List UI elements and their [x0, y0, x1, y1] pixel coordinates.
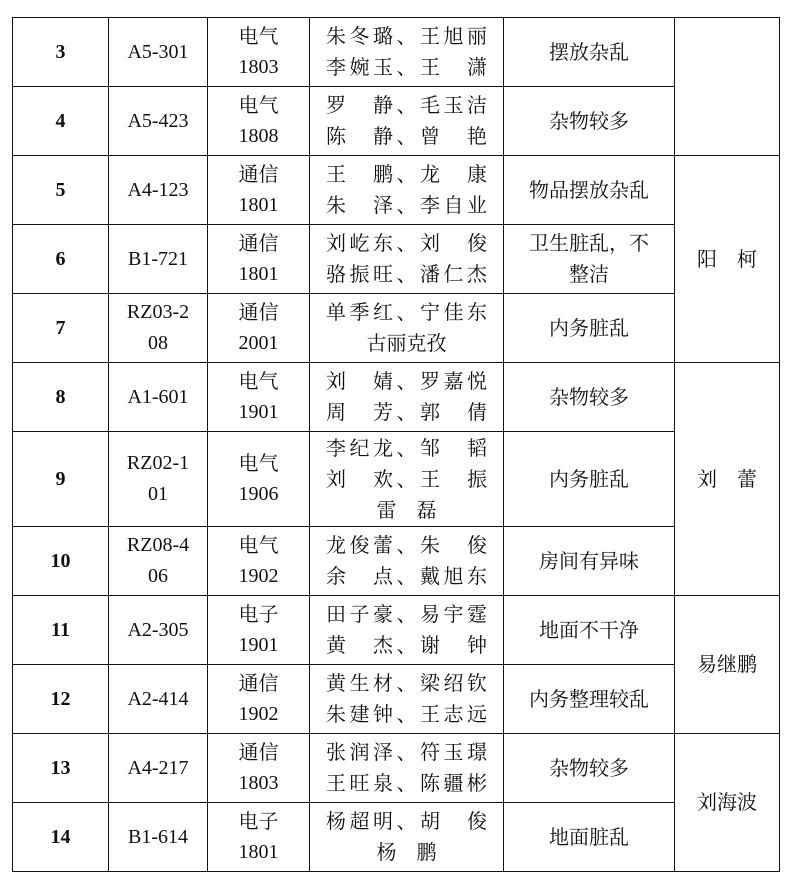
class-code: 1901 — [238, 634, 279, 656]
cell-line: 地面脏乱 — [549, 824, 629, 849]
class-cell — [208, 225, 310, 294]
cell-line: 摆放杂乱 — [549, 39, 629, 64]
cell-line: 李婉玉、王 潇 — [326, 55, 487, 79]
table-body — [13, 18, 780, 872]
issue-cell — [504, 18, 675, 87]
cell-line: 王 鹏、龙 康 — [326, 162, 487, 186]
cell-line: 房间有异味 — [539, 548, 639, 573]
table-row — [13, 294, 780, 363]
table-row — [13, 156, 780, 225]
class-cell — [208, 596, 310, 665]
table-row — [13, 596, 780, 665]
table-row — [13, 432, 780, 527]
class-cell — [208, 665, 310, 734]
room-cell — [109, 734, 208, 803]
table-row — [13, 665, 780, 734]
cell-line: 黄生材、梁绍钦 — [326, 671, 487, 695]
cell-line: 06 — [148, 565, 168, 587]
major-name: 通信 — [238, 671, 279, 695]
major-name: 电子 — [238, 602, 279, 626]
room-cell — [109, 294, 208, 363]
class-code: 1906 — [238, 483, 279, 505]
row-number-cell — [13, 225, 109, 294]
cell-line: B1-721 — [128, 247, 188, 270]
class-code: 1808 — [238, 125, 279, 147]
class-cell — [208, 803, 310, 872]
cell-line: 朱 泽、李自业 — [326, 193, 487, 217]
class-code: 1801 — [238, 194, 279, 216]
cell-line: 罗 静、毛玉洁 — [326, 93, 487, 117]
room-cell — [109, 665, 208, 734]
row-number-cell — [13, 18, 109, 87]
class-cell — [208, 363, 310, 432]
issue-cell — [504, 225, 675, 294]
row-number-cell — [13, 665, 109, 734]
cell-line: 01 — [148, 483, 168, 505]
table-row — [13, 225, 780, 294]
resident-names-cell — [310, 87, 504, 156]
row-number: 5 — [55, 178, 66, 201]
class-cell — [208, 87, 310, 156]
cell-line: 整洁 — [569, 262, 609, 286]
resident-names-cell — [310, 596, 504, 665]
class-code: 1902 — [238, 703, 279, 725]
responsible-cell — [675, 18, 780, 156]
cell-line: 刘屹东、刘 俊 — [326, 231, 487, 255]
cell-line: 余 点、戴旭东 — [326, 564, 487, 588]
cell-line: 周 芳、郭 倩 — [326, 400, 487, 424]
responsible-person-cell — [675, 363, 780, 596]
row-number-cell — [13, 734, 109, 803]
resident-names-cell — [310, 363, 504, 432]
class-code: 2001 — [238, 332, 279, 354]
row-number: 12 — [50, 687, 71, 710]
major-name: 电气 — [238, 451, 279, 475]
cell-line: 黄 杰、谢 钟 — [326, 633, 487, 657]
cell-line: 朱建钟、王志远 — [326, 702, 487, 726]
issue-cell — [504, 432, 675, 527]
table-row — [13, 803, 780, 872]
cell-line: 陈 静、曾 艳 — [326, 124, 487, 148]
cell-line: 古丽克孜 — [366, 331, 447, 355]
table-row — [13, 363, 780, 432]
class-cell — [208, 527, 310, 596]
issue-cell — [504, 156, 675, 225]
cell-line: 内务脏乱 — [549, 466, 629, 491]
resident-names-cell — [310, 432, 504, 527]
class-code: 1803 — [238, 56, 279, 78]
cell-line: RZ03-2 — [126, 301, 190, 323]
room-cell — [109, 527, 208, 596]
table-row — [13, 87, 780, 156]
class-cell — [208, 432, 310, 527]
major-name: 通信 — [238, 300, 279, 324]
cell-line: 骆振旺、潘仁杰 — [326, 262, 487, 286]
resident-names-cell — [310, 527, 504, 596]
responsible-person: 易继鹏 — [697, 652, 757, 676]
row-number: 9 — [55, 467, 66, 490]
row-number: 3 — [55, 40, 66, 63]
cell-line: 朱冬璐、王旭丽 — [326, 24, 487, 48]
cell-line: 杂物较多 — [549, 108, 629, 133]
issue-cell — [504, 87, 675, 156]
issue-cell — [504, 803, 675, 872]
cell-line: 杨 鹏 — [376, 840, 437, 864]
cell-line: A4-217 — [127, 756, 189, 779]
cell-line: 内务整理较乱 — [529, 686, 649, 711]
major-name: 通信 — [238, 162, 279, 186]
issue-cell — [504, 734, 675, 803]
cell-line: 物品摆放杂乱 — [529, 177, 649, 202]
major-name: 电气 — [238, 24, 279, 48]
class-cell — [208, 294, 310, 363]
table-row — [13, 18, 780, 87]
class-code: 1901 — [238, 401, 279, 423]
row-number: 11 — [51, 618, 70, 641]
resident-names-cell — [310, 156, 504, 225]
class-cell — [208, 18, 310, 87]
major-name: 通信 — [238, 740, 279, 764]
responsible-person-cell — [675, 596, 780, 734]
cell-line: 田子豪、易宇霆 — [326, 602, 487, 626]
row-number-cell — [13, 294, 109, 363]
table-row — [13, 527, 780, 596]
cell-line: A2-305 — [127, 618, 189, 641]
resident-names-cell — [310, 225, 504, 294]
row-number: 6 — [55, 247, 66, 270]
cell-line: A4-123 — [127, 178, 189, 201]
cell-line: 杂物较多 — [549, 384, 629, 409]
class-code: 1801 — [238, 841, 279, 863]
cell-line: A5-301 — [127, 40, 189, 63]
room-cell — [109, 432, 208, 527]
row-number: 14 — [50, 825, 71, 848]
row-number-cell — [13, 87, 109, 156]
cell-line: 张润泽、符玉璟 — [326, 740, 487, 764]
room-cell — [109, 225, 208, 294]
class-cell — [208, 156, 310, 225]
responsible-person-cell — [675, 734, 780, 872]
cell-line: 卫生脏乱，不 — [529, 231, 649, 255]
row-number-cell — [13, 527, 109, 596]
cell-line: 王旺泉、陈疆彬 — [326, 771, 487, 795]
issue-cell — [504, 665, 675, 734]
row-number: 4 — [55, 109, 66, 132]
row-number: 10 — [50, 549, 71, 572]
cell-line: 雷 磊 — [376, 497, 437, 522]
row-number-cell — [13, 803, 109, 872]
cell-line: B1-614 — [128, 825, 188, 848]
issue-cell — [504, 363, 675, 432]
major-name: 电气 — [238, 369, 279, 393]
room-cell — [109, 363, 208, 432]
resident-names-cell — [310, 294, 504, 363]
cell-line: RZ02-1 — [126, 452, 190, 474]
cell-line: 08 — [148, 332, 168, 354]
major-name: 通信 — [238, 231, 279, 255]
cell-line: 单季红、宁佳东 — [326, 300, 487, 324]
class-code: 1902 — [238, 565, 279, 587]
room-cell — [109, 87, 208, 156]
cell-line: 杂物较多 — [549, 755, 629, 780]
major-name: 电子 — [238, 809, 279, 833]
cell-line: 李纪龙、邹 韬 — [326, 435, 487, 460]
row-number-cell — [13, 432, 109, 527]
room-cell — [109, 803, 208, 872]
class-cell — [208, 734, 310, 803]
responsible-person: 阳 柯 — [697, 246, 757, 271]
cell-line: 刘 婧、罗嘉悦 — [326, 369, 487, 393]
cell-line: A2-414 — [127, 687, 189, 710]
cell-line: A5-423 — [127, 109, 189, 132]
resident-names-cell — [310, 734, 504, 803]
responsible-person-cell — [675, 156, 780, 363]
cell-line: 杨超明、胡 俊 — [326, 809, 487, 833]
resident-names-cell — [310, 18, 504, 87]
row-number: 7 — [55, 316, 66, 339]
table-row — [13, 734, 780, 803]
cell-line: A1-601 — [127, 385, 189, 408]
class-code: 1803 — [238, 772, 279, 794]
room-cell — [109, 18, 208, 87]
cell-line: 地面不干净 — [539, 617, 639, 642]
row-number-cell — [13, 596, 109, 665]
cell-line: 刘 欢、王 振 — [326, 466, 487, 491]
room-cell — [109, 596, 208, 665]
class-code: 1801 — [238, 263, 279, 285]
major-name: 电气 — [238, 533, 279, 557]
resident-names-cell — [310, 803, 504, 872]
row-number: 13 — [50, 756, 71, 779]
issue-cell — [504, 527, 675, 596]
dorm-inspection-table — [12, 17, 780, 872]
resident-names-cell — [310, 665, 504, 734]
issue-cell — [504, 596, 675, 665]
row-number-cell — [13, 156, 109, 225]
responsible-person: 刘海波 — [697, 790, 757, 814]
cell-line: 龙俊蕾、朱 俊 — [326, 533, 487, 557]
cell-line: 内务脏乱 — [549, 315, 629, 340]
room-cell — [109, 156, 208, 225]
responsible-person: 刘 蕾 — [697, 466, 757, 491]
row-number: 8 — [55, 385, 66, 408]
major-name: 电气 — [238, 93, 279, 117]
issue-cell — [504, 294, 675, 363]
cell-line: RZ08-4 — [126, 534, 190, 556]
row-number-cell — [13, 363, 109, 432]
